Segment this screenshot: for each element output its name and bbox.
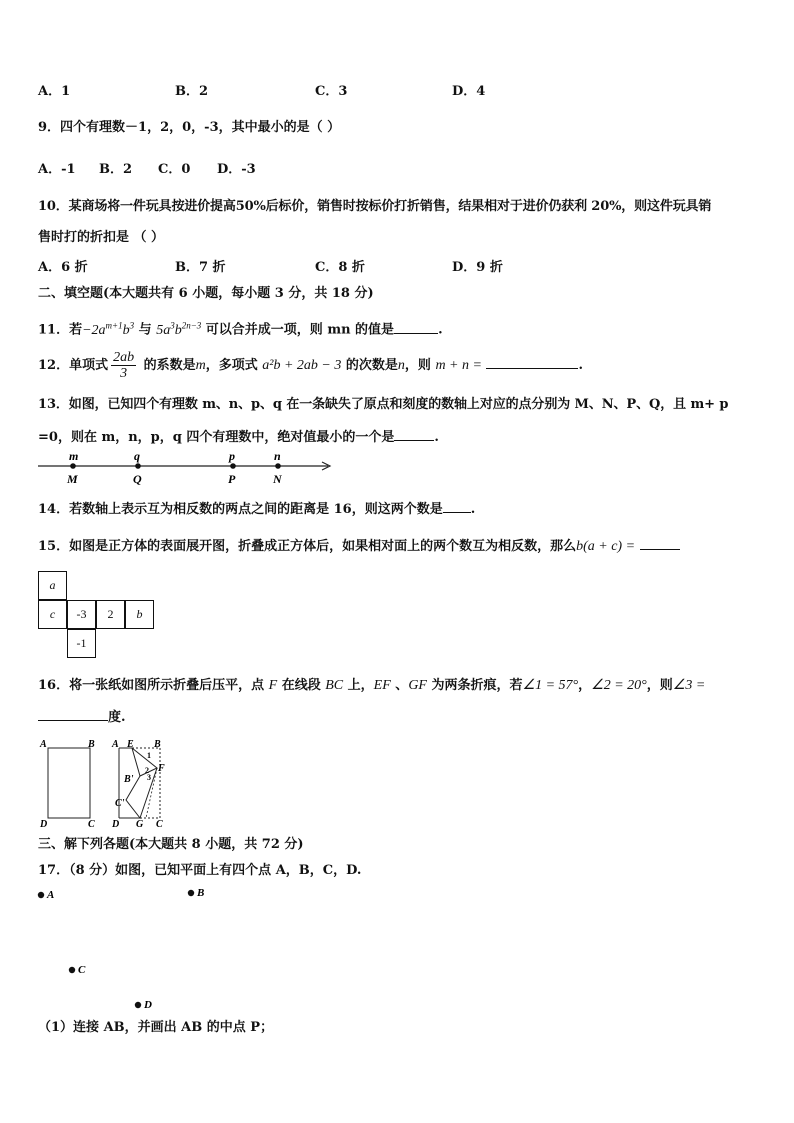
net-cell-neg3: -3 (67, 600, 96, 629)
label-M: M (67, 472, 78, 486)
q15-expression: b(a + c) = (576, 539, 636, 554)
q12-fraction: $\frac{2ab}{3}$ (113, 350, 135, 381)
q12-text-3: 的次数是 (341, 358, 398, 373)
label-C: C (78, 964, 86, 976)
q11-term2: $5a^3b^{2n-3}$ (156, 320, 202, 338)
net-cell-neg1: -1 (67, 629, 96, 658)
q9-option-d: D．-3 (217, 162, 256, 177)
q12-text-2: ，多项式 (205, 358, 263, 373)
fig-label-F: F (158, 763, 165, 774)
point-p (230, 463, 236, 469)
net-cell-b: b (125, 600, 154, 629)
point-m (70, 463, 76, 469)
fig-label-C2: C (156, 819, 163, 830)
q14: 14．若数轴上表示互为相反数的两点之间的距离是 16，则这两个数是 . (38, 499, 475, 519)
label-D: D (144, 999, 152, 1011)
q16-line2: 度. (38, 707, 126, 727)
fig-label-angle-2: 2 (145, 766, 149, 775)
q11-prefix: 11．若 (38, 322, 83, 338)
q12-expression: m + n = (435, 358, 482, 373)
fig-label-D2: D (112, 819, 120, 830)
net-cell-c: c (38, 600, 67, 629)
q12-text-1: 的系数是 (139, 358, 196, 373)
q10-option-a: A．6 折 (38, 260, 88, 275)
q9-option-a: A．-1 (38, 162, 76, 177)
fig-label-B2: B (154, 739, 161, 750)
q11-end: . (438, 322, 443, 338)
label-q: q (134, 449, 140, 463)
label-N: N (273, 472, 282, 486)
point-q (135, 463, 141, 469)
q17-sub1: （1）连接 AB，并画出 AB 的中点 P； (38, 1020, 274, 1035)
q11-suffix: 可以合并成一项，则 mn 的值是 (201, 322, 395, 338)
section-3-heading: 三、解下列各题(本大题共 8 小题，共 72 分) (38, 837, 304, 852)
q12-var-n: n (397, 358, 405, 373)
point-D (135, 1002, 141, 1008)
q16-answer-blank[interactable] (38, 707, 108, 721)
q13-stem-line2: =0，则在 m，n，p，q 四个有理数中，绝对值最小的一个是 . (38, 427, 439, 447)
q9-stem: 9．四个有理数－1，2，0，-3，其中最小的是（ ） (38, 120, 341, 135)
label-p: p (229, 449, 235, 463)
net-cell-a: a (38, 571, 67, 600)
net-cell-2: 2 (96, 600, 125, 629)
point-A (38, 892, 44, 898)
q12-polynomial: a²b + 2ab − 3 (262, 358, 342, 373)
label-Q: Q (133, 472, 142, 486)
fig-label-C-prime: C' (115, 798, 125, 809)
section-2-heading: 二、填空题(本大题共有 6 小题，每小题 3 分，共 18 分) (38, 286, 374, 301)
q9-option-c: C．0 (158, 162, 191, 177)
q14-answer-blank[interactable] (443, 499, 471, 513)
point-B (188, 890, 194, 896)
q8-option-a: A．1 (38, 84, 71, 99)
q11 (38, 316, 443, 340)
q15: 15．如图是正方体的表面展开图，折叠成正方体后，如果相对面上的两个数互为相反数，那么b(a + c) = (38, 536, 680, 556)
q12-var-m: m (195, 358, 206, 373)
point-C (69, 967, 75, 973)
label-P: P (228, 472, 236, 486)
q13-stem-line1: 13．如图，已知四个有理数 m、n、p、q 在一条缺失了原点和刻度的数轴上对应的点分别为 M、N、P、Q，且 m+ p (38, 397, 729, 412)
q10-stem-line2: 售时打的折扣是 （ ） (38, 230, 165, 245)
q8-option-d: D．4 (452, 84, 486, 99)
point-n (275, 463, 281, 469)
label-B: B (197, 887, 204, 899)
fig-label-B: B (88, 739, 95, 750)
q16-figure (36, 736, 176, 832)
q12-end: . (578, 358, 584, 373)
q10-option-d: D．9 折 (452, 260, 503, 275)
q11-term1: $-2a^{m+1}b^3$ (82, 320, 135, 338)
label-m: m (69, 449, 79, 463)
fig-label-angle-1: 1 (147, 751, 151, 760)
q12 (38, 348, 583, 384)
fig-label-D: D (40, 819, 48, 830)
fig-label-G: G (136, 819, 144, 830)
label-A: A (47, 889, 55, 901)
fig-label-A: A (40, 739, 47, 750)
fig-label-C: C (88, 819, 95, 830)
q10-stem-line1: 10．某商场将一件玩具按进价提高50%后标价，销售时按标价打折销售，结果相对于进价仍获利 20%，则这件玩具销 (38, 199, 712, 214)
fig-label-A2: A (112, 739, 119, 750)
fig-label-angle-3: 3 (147, 773, 151, 782)
q16-line1: 16．将一张纸如图所示折叠后压平，点 F 在线段 BC 上，EF 、GF 为两条折痕，若∠1 = 57°，∠2 = 20°，则∠3 = (38, 678, 706, 693)
q11-answer-blank[interactable] (394, 320, 438, 334)
q13-number-line (30, 446, 340, 488)
q17-stem: 17．（8 分）如图，已知平面上有四个点 A，B，C，D. (38, 863, 362, 878)
q12-text-4: ，则 (404, 358, 436, 373)
q17-points-figure (34, 884, 204, 1014)
paper-rectangle (48, 748, 90, 818)
q11-connector: 与 (134, 322, 157, 338)
q8-option-c: C．3 (315, 84, 348, 99)
q9-option-b: B．2 (99, 162, 133, 177)
q12-prefix: 12．单项式 (38, 358, 109, 373)
q12-answer-blank[interactable] (486, 355, 578, 369)
q8-option-b: B．2 (175, 84, 209, 99)
fig-label-E: E (127, 739, 134, 750)
q10-option-b: B．7 折 (175, 260, 226, 275)
q10-option-c: C．8 折 (315, 260, 365, 275)
q15-answer-blank[interactable] (640, 536, 680, 550)
q13-answer-blank[interactable] (394, 427, 434, 441)
label-n: n (274, 449, 281, 463)
fig-label-B-prime: B' (124, 774, 134, 785)
